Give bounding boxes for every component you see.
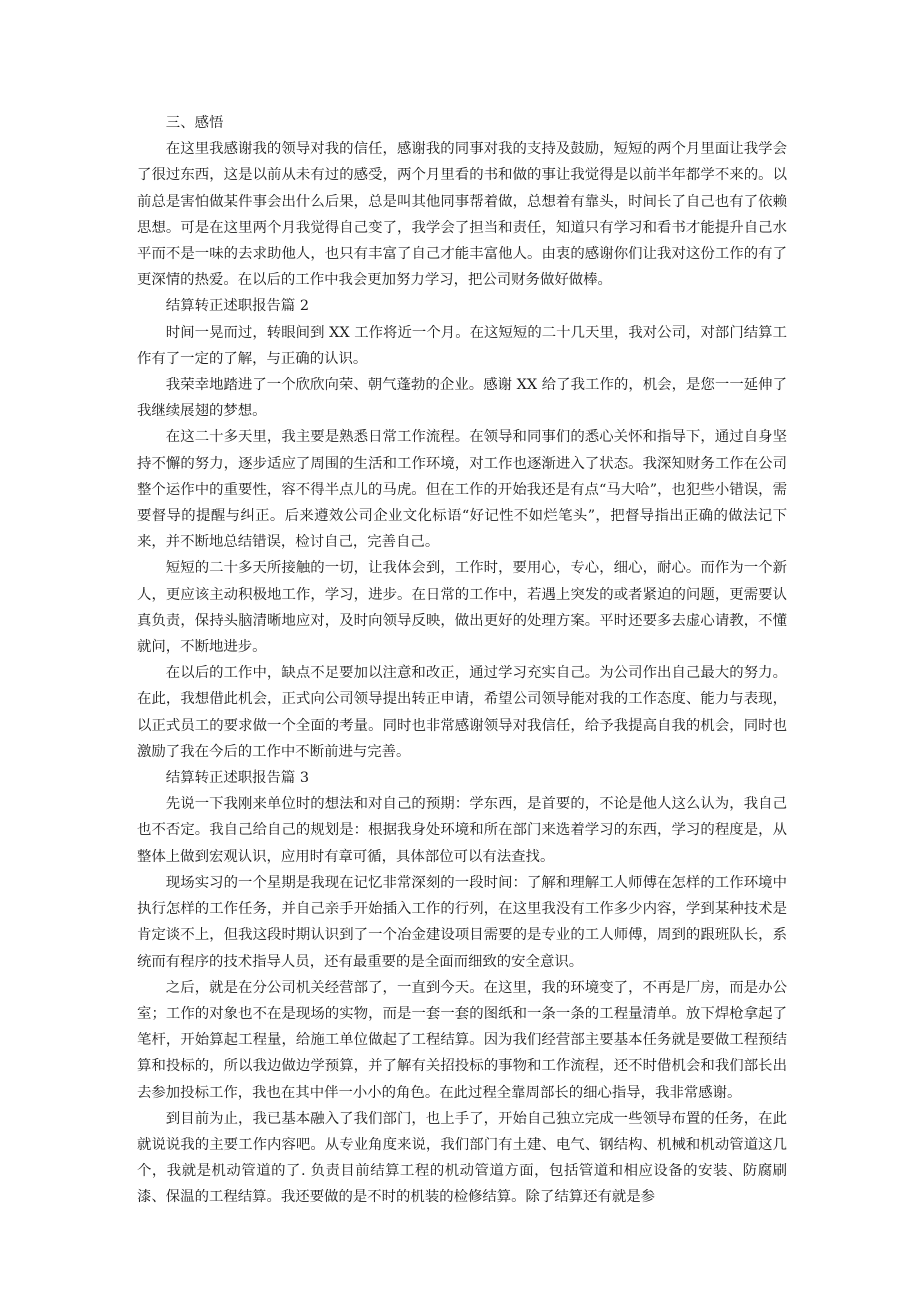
- paragraph: 在以后的工作中，缺点不足要加以注意和改正，通过学习充实自己。为公司作出自己最大的努力。在此，我想借此机会，正式向公司领导提出转正申请，希望公司领导能对我的工作态度、能力与表现，以正式员工的要求做一个全面的考量。同时也非常感谢领导对我信任，给予我提高自我的机会，同时也激励了我在今后的工作中不断前进与完善。: [137, 665, 787, 760]
- paragraph: 在这里我感谢我的领导对我的信任，感谢我的同事对我的支持及鼓励，短短的两个月里面让我学会了很过东西，这是以前从未有过的感受，两个月里看的书和做的事让我觉得是以前半年都学不来的。以前总是害怕做某件事会出什么后果，总是叫其他同事帮着做，总想着有靠头，时间长了自己也有了依赖思想。可是在这里两个月我觉得自己变了，我学会了担当和责任，知道只有学习和看书才能提升自己水平而不是一味的去求助他人，也只有丰富了自己才能丰富他人。由衷的感谢你们让我对这份工作的有了更深情的热爱。在以后的工作中我会更加努力学习，把公司财务做好做棒。: [137, 141, 787, 289]
- paragraph: 短短的二十多天所接触的一切，让我体会到，工作时，要用心，专心，细心，耐心。而作为一个新人，更应该主动积极地工作，学习，进步。在日常的工作中，若遇上突发的或者紧迫的问题，更需要认真负责，保持头脑清晰地应对，及时向领导反映，做出更好的处理方案。平时还要多去虚心请教，不懂就问，不断地进步。: [137, 560, 787, 656]
- paragraph: 之后，就是在分公司机关经营部了，一直到今天。在这里，我的环境变了，不再是厂房，而是办公室；工作的对象也不在是现场的实物，而是一套一套的图纸和一条一条的工程量清单。放下焊枪拿起了笔杆，开始算起工程量，给施工单位做起了工程结算。因为我们经营部主要基本任务就是要做工程预结算和投标的，所以我边做边学预算，并了解有关招投标的事物和工作流程，还不时借机会和我们部长出去参加投标工作，我也在其中伴一小小的角色。在此过程全靠周部长的细心指导，我非常感谢。: [137, 979, 787, 1101]
- section-heading: 结算转正述职报告篇 3: [165, 770, 310, 787]
- paragraph: 到目前为止，我已基本融入了我们部门，也上手了，开始自己独立完成一些领导布置的任务，在此就说说我的主要工作内容吧。从专业角度来说，我们部门有土建、电气、钢结构、机械和机动管道这几个，我就是机动管道的了. 负责目前结算工程的机动管道方面，包括管道和相应设备的安装、防腐刷漆、保温的工程结算。我还要做的是不时的机装的检修结算。除了结算还有就是参: [137, 1110, 787, 1206]
- document-page: [137, 110, 787, 1211]
- paragraph: 我荣幸地踏进了一个欣欣向荣、朝气蓬勃的企业。感谢 XX 给了我工作的，机会，是您一一延伸了我继续展翅的梦想。: [137, 377, 787, 420]
- section-heading: 三、感悟: [165, 115, 224, 131]
- paragraph: 先说一下我刚来单位时的想法和对自己的预期：学东西，是首要的，不论是他人这么认为，我自己也不否定。我自己给自己的规划是：根据我身处环境和所在部门来选着学习的东西，学习的程度是，从整体上做到宏观认识，应用时有章可循，具体部位可以有法查找。: [137, 796, 787, 865]
- paragraph: 时间一晃而过，转眼间到 XX 工作将近一个月。在这短短的二十几天里，我对公司，对部门结算工作有了一定的了解，与正确的认识。: [137, 324, 787, 367]
- section-heading: 结算转正述职报告篇 2: [165, 298, 310, 315]
- paragraph: 现场实习的一个星期是我现在记忆非常深刻的一段时间：了解和理解工人师傅在怎样的工作环境中执行怎样的工作任务，并自己亲手开始插入工作的行列，在这里我没有工作多少内容，学到某种技术是肯定谈不上，但我这段时期认识到了一个冶金建设项目需要的是专业的工人师傅，周到的跟班队长，系统而有程序的技术指导人员，还有最重要的是全面而细致的安全意识。: [137, 874, 787, 970]
- paragraph: 在这二十多天里，我主要是熟悉日常工作流程。在领导和同事们的悉心关怀和指导下，通过自身坚持不懈的努力，逐步适应了周围的生活和工作环境，对工作也逐渐进入了状态。我深知财务工作在公司整个运作中的重要性，容不得半点儿的马虎。但在工作的开始我还是有点“马大哈”，也犯些小错误，需要督导的提醒与纠正。后来遵效公司企业文化标语“好记性不如烂笔头”，把督导指出正确的做法记下来，并不断地总结错误，检讨自己，完善自己。: [137, 429, 787, 551]
